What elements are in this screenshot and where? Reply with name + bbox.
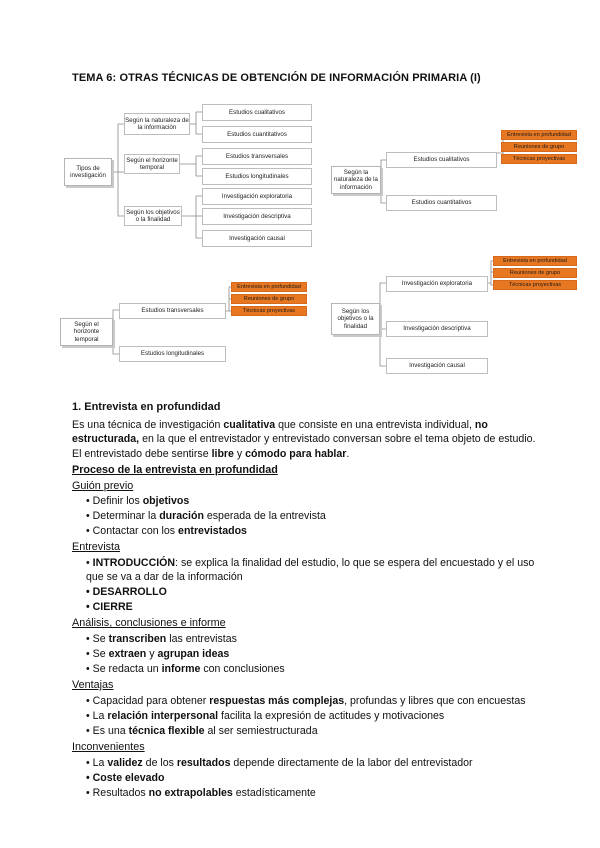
list-item: • Coste elevado bbox=[86, 772, 165, 784]
diagram3-tag: Técnicas proyectivas bbox=[231, 306, 307, 316]
diagram1-leaf: Estudios longitudinales bbox=[202, 168, 312, 185]
paragraph-line: Es una técnica de investigación cualitativa que consiste en una entrevista individual, no bbox=[72, 419, 488, 431]
list-item: • Determinar la duración esperada de la entrevista bbox=[86, 510, 326, 522]
subsection-label: Análisis, conclusiones e informe bbox=[72, 617, 226, 629]
subsection-label: Inconvenientes bbox=[72, 741, 145, 753]
list-item-continuation: que se va a dar de la información bbox=[86, 571, 243, 583]
subsection-label: Ventajas bbox=[72, 679, 114, 691]
subsection-heading: Proceso de la entrevista en profundidad bbox=[72, 464, 278, 476]
diagram1-branch: Según el horizonte temporal bbox=[124, 154, 180, 174]
section-heading: 1. Entrevista en profundidad bbox=[72, 401, 221, 413]
page-title: TEMA 6: OTRAS TÉCNICAS DE OBTENCIÓN DE INFORMACIÓN PRIMARIA (I) bbox=[72, 72, 481, 84]
diagram1-leaf: Estudios cuantitativos bbox=[202, 126, 312, 143]
paragraph-line: El entrevistado debe sentirse libre y cómodo para hablar. bbox=[72, 448, 350, 460]
diagram4-leaf: Investigación causal bbox=[386, 358, 488, 374]
list-item: • DESARROLLO bbox=[86, 586, 167, 598]
diagram1-leaf: Investigación exploratoria bbox=[202, 188, 312, 205]
list-item: • Es una técnica flexible al ser semiestructurada bbox=[86, 725, 318, 737]
list-item: • Capacidad para obtener respuestas más complejas, profundas y libres que con encuestas bbox=[86, 695, 526, 707]
diagram1-branch: Según los objetivos o la finalidad bbox=[124, 206, 182, 226]
list-item: • Se redacta un informe con conclusiones bbox=[86, 663, 285, 675]
diagram1-root: Tipos de investigación bbox=[64, 158, 112, 186]
diagram4-tag: Entrevista en profundidad bbox=[493, 256, 577, 266]
diagram2-tag: Técnicas proyectivas bbox=[501, 154, 577, 164]
diagram1-leaf: Estudios cualitativos bbox=[202, 104, 312, 121]
diagram4-tag: Reuniones de grupo bbox=[493, 268, 577, 278]
diagram3-tag: Reuniones de grupo bbox=[231, 294, 307, 304]
diagram2-leaf: Estudios cuantitativos bbox=[386, 195, 497, 211]
diagram3-leaf: Estudios transversales bbox=[119, 303, 226, 319]
diagram1-leaf: Estudios transversales bbox=[202, 148, 312, 165]
diagram4-root: Según los objetivos o la finalidad bbox=[331, 303, 380, 335]
list-item: • CIERRE bbox=[86, 601, 133, 613]
diagram2-root: Según la naturaleza de la información bbox=[331, 166, 381, 194]
list-item: • Definir los objetivos bbox=[86, 495, 190, 507]
diagram4-leaf: Investigación exploratoria bbox=[386, 276, 488, 292]
diagram3-tag: Entrevista en profundidad bbox=[231, 282, 307, 292]
diagram4-leaf: Investigación descriptiva bbox=[386, 321, 488, 337]
list-item: • INTRODUCCIÓN: se explica la finalidad del estudio, lo que se espera del encuestado y el uso bbox=[86, 557, 535, 569]
list-item: • Se extraen y agrupan ideas bbox=[86, 648, 230, 660]
diagram1-leaf: Investigación causal bbox=[202, 230, 312, 247]
diagram2-tag: Entrevista en profundidad bbox=[501, 130, 577, 140]
list-item: • La validez de los resultados depende directamente de la labor del entrevistador bbox=[86, 757, 473, 769]
subsection-label: Entrevista bbox=[72, 541, 121, 553]
diagram1-leaf: Investigación descriptiva bbox=[202, 208, 312, 225]
diagram3-leaf: Estudios longitudinales bbox=[119, 346, 226, 362]
subsection-label: Guión previo bbox=[72, 480, 134, 492]
diagram4-tag: Técnicas proyectivas bbox=[493, 280, 577, 290]
diagram1-branch: Según la naturaleza de la información bbox=[124, 113, 190, 135]
list-item: • La relación interpersonal facilita la expresión de actitudes y motivaciones bbox=[86, 710, 445, 722]
list-item: • Contactar con los entrevistados bbox=[86, 525, 247, 537]
list-item: • Se transcriben las entrevistas bbox=[86, 633, 237, 645]
diagram2-leaf: Estudios cualitativos bbox=[386, 152, 497, 168]
paragraph-line: estructurada, en la que el entrevistador y entrevistado conversan sobre el tema objeto de estudio. bbox=[72, 433, 536, 445]
list-item: • Resultados no extrapolables estadísticamente bbox=[86, 787, 316, 799]
diagram3-root: Según el horizonte temporal bbox=[60, 318, 113, 346]
diagram2-tag: Reuniones de grupo bbox=[501, 142, 577, 152]
